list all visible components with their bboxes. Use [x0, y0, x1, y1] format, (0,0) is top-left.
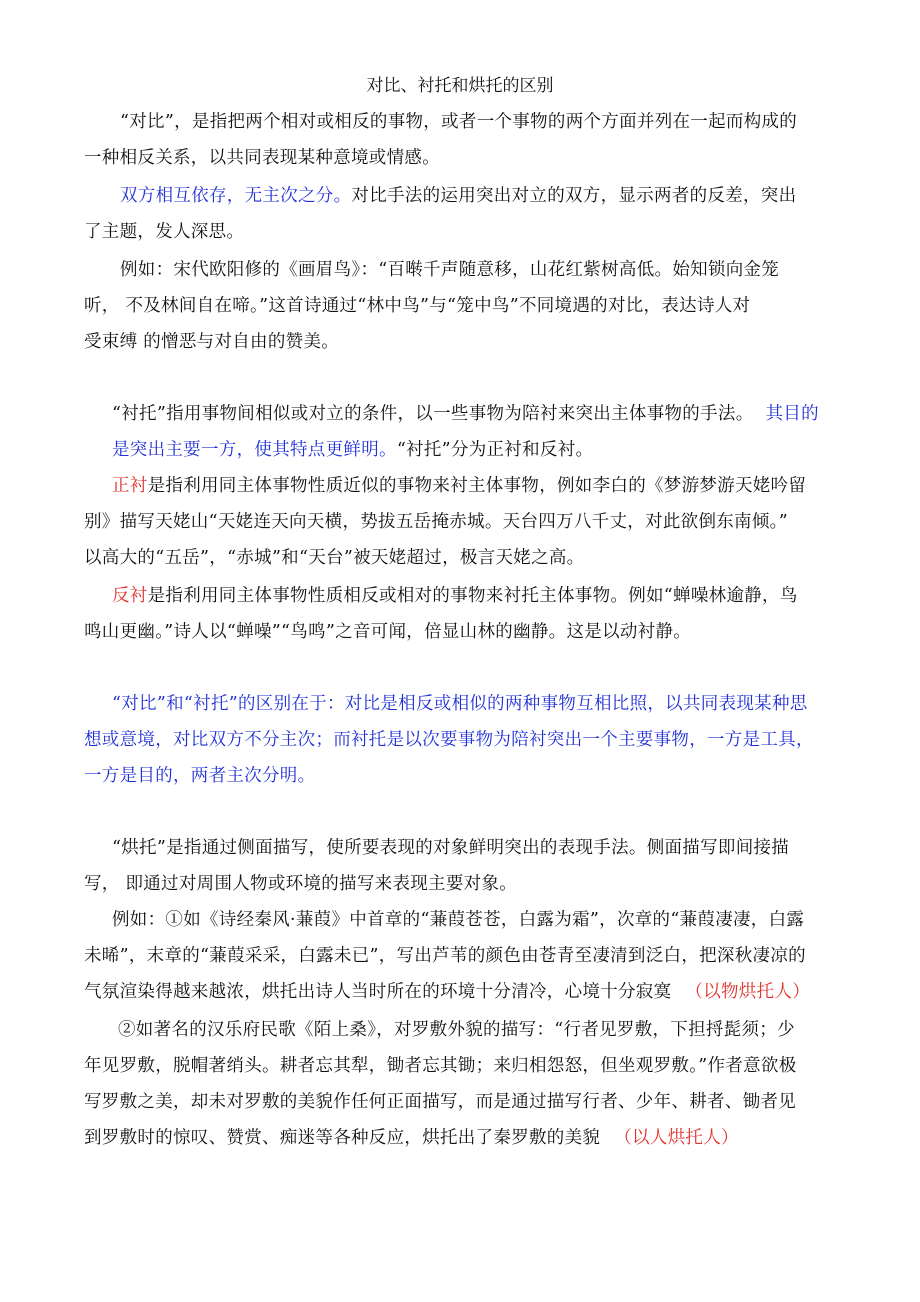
- text-line: 鸣山更幽。”诗人以“蝉噪”“鸟鸣”之音可闻，倍显山林的幽静。这是以动衬静。: [84, 622, 692, 642]
- text-line: 受束缚 的憎恶与对自由的赞美。: [84, 332, 340, 352]
- text-span: 是指利用同主体事物性质近似的事物来衬主体事物，例如李白的《梦游梦游天姥吟留: [147, 476, 807, 496]
- term-label: 反衬: [112, 586, 148, 606]
- difference-summary: [84, 686, 814, 794]
- text-span: “衬托”指用事物间相似或对立的条件，以一些事物为陪衬来突出主体事物的手法。: [112, 404, 754, 424]
- text-span: 到罗敷时的惊叹、赞赏、痴迷等各种反应，烘托出了秦罗敷的美貌: [84, 1128, 601, 1148]
- text-span: 对比手法的运用突出对立的双方，显示两者的反差，突出: [351, 186, 797, 206]
- text-span: 气氛渲染得越来越浓，烘托出诗人当时所在的环境十分清冷，心境十分寂寞: [84, 982, 672, 1002]
- page-title: 对比、衬托和烘托的区别: [366, 76, 554, 96]
- foil-definition: [112, 396, 819, 468]
- contrast-definition: [84, 104, 797, 176]
- highlight-text: 双方相互依存，无主次之分。: [120, 186, 352, 206]
- setoff-example-1: [84, 902, 810, 1010]
- text-line: 写罗敷之美，却未对罗敷的美貌作任何正面描写，而是通过描写行者、少年、耕者、锄者见: [84, 1092, 796, 1112]
- text-line: “对比”，是指把两个相对或相反的事物，或者一个事物的两个方面并列在一起而构成的: [120, 112, 798, 132]
- method-note: （以人烘托人）: [614, 1128, 739, 1148]
- text-line: 写， 即通过对周围人物或环境的描写来表现主要对象。: [84, 874, 518, 894]
- setoff-example-2: [84, 1012, 797, 1156]
- text-line: “对比”和“衬托”的区别在于：对比是相反或相似的两种事物互相比照，以共同表现某种思: [112, 694, 808, 714]
- text-line: 例如：①如《诗经秦风·蒹葭》中首章的“蒹葭苍苍，白露为霜”，次章的“蒹葭凄凄，白露: [112, 910, 805, 930]
- text-line: 例如：宋代欧阳修的《画眉鸟》：“百啭千声随意移，山花红紫树高低。始知锁向金笼: [120, 260, 780, 280]
- contrast-feature: [84, 178, 796, 250]
- negative-foil: [84, 578, 798, 650]
- setoff-definition: [84, 830, 789, 902]
- highlight-text: 是突出主要一方，使其特点更鲜明。: [112, 440, 397, 460]
- text-line: ②如著名的汉乐府民歌《陌上桑》，对罗敷外貌的描写：“行者见罗敷，下担捋髭须；少: [118, 1020, 795, 1040]
- text-line: 未晞”，末章的“蒹葭采采，白露未已”，写出芦苇的颜色由苍青至凄清到泛白，把深秋凄凉的: [84, 946, 806, 966]
- text-line: 一种相反关系，以共同表现某种意境或情感。: [84, 148, 440, 168]
- text-line: 以高大的“五岳”，“赤城”和“天台”被天姥超过，极言天姥之高。: [84, 548, 585, 568]
- method-note: （以物烘托人）: [685, 982, 811, 1002]
- text-line: 一方是目的，两者主次分明。: [84, 766, 316, 786]
- text-line: 了主题，发人深思。: [84, 222, 245, 242]
- text-span: 是指利用同主体事物性质相反或相对的事物来衬托主体事物。例如“蝉噪林逾静，鸟: [147, 586, 798, 606]
- text-line: 年见罗敷，脱帽著绡头。耕者忘其犁，锄者忘其锄；来归相怨怒，但坐观罗敷。”作者意欲极: [84, 1056, 797, 1076]
- highlight-text: 其目的: [765, 404, 819, 424]
- text-line: 别》描写天姥山“天姥连天向天横，势拔五岳掩赤城。天台四万八千丈，对此欲倒东南倾。”: [84, 512, 788, 532]
- positive-foil: [84, 468, 806, 576]
- text-line: 想或意境，对比双方不分主次；而衬托是以次要事物为陪衬突出一个主要事物，一方是工具，: [84, 730, 814, 750]
- contrast-example: [84, 252, 779, 360]
- text-line: 听， 不及林间自在啼。”这首诗通过“林中鸟”与“笼中鸟”不同境遇的对比，表达诗人对: [84, 296, 751, 316]
- term-label: 正衬: [112, 476, 148, 496]
- text-line: “烘托”是指通过侧面描写，使所要表现的对象鲜明突出的表现手法。侧面描写即间接描: [112, 838, 790, 858]
- text-span: “衬托”分为正衬和反衬。: [396, 440, 594, 460]
